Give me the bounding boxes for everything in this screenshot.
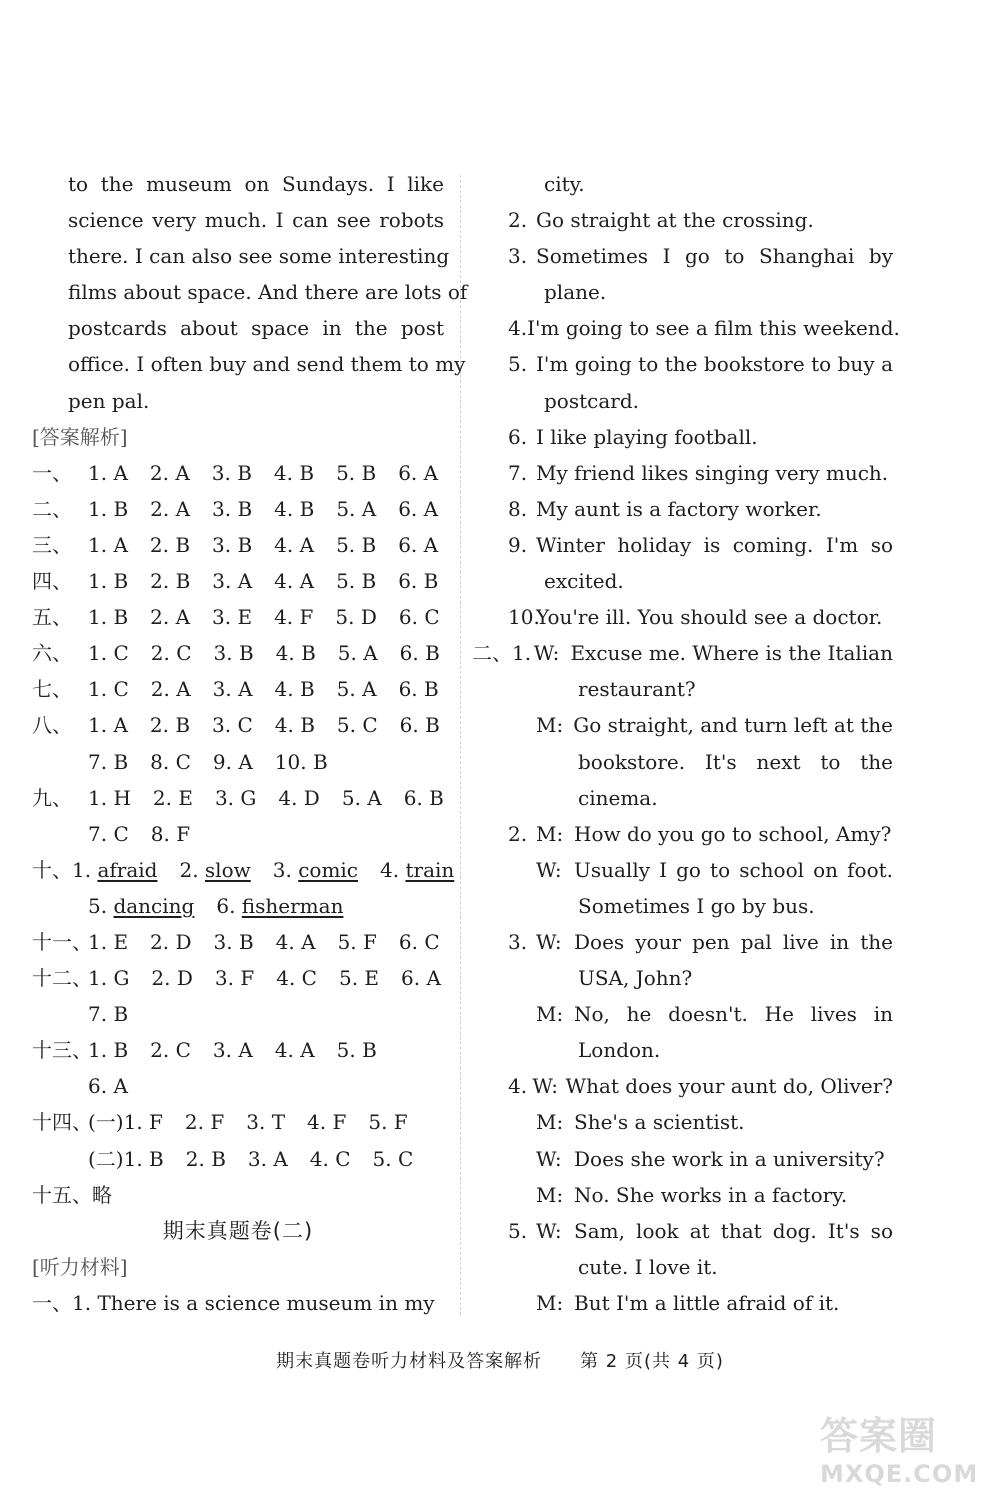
listening-line: [508, 455, 893, 491]
listening-text: My friend likes singing very much.: [536, 460, 889, 485]
answer-item: 10. B: [274, 749, 328, 774]
answer-item: 5. D: [335, 605, 377, 630]
answer-items: [88, 1032, 377, 1068]
fill-answer: [216, 888, 343, 924]
answer-row: [32, 960, 444, 996]
item-number: 3.: [508, 929, 528, 954]
dialogue-line: [472, 635, 893, 671]
answer-heading: [答案解析]: [32, 424, 128, 449]
page-footer: 期末真题卷听力材料及答案解析 第 2 页(共 4 页): [276, 1351, 724, 1372]
item-number: 4.: [508, 316, 528, 341]
speaker: M:: [536, 1110, 564, 1135]
answer-item: 2. B: [149, 713, 191, 738]
answer-item: 2. F: [184, 1110, 225, 1135]
answer-item: 1. C: [88, 641, 129, 666]
answer-items: [88, 1068, 128, 1104]
answer-item: 4. C: [276, 966, 317, 991]
answer-row: [32, 924, 444, 960]
fill-word: fisherman: [241, 893, 344, 918]
answer-row: [32, 744, 444, 780]
answer-item: 5. B: [336, 569, 377, 594]
answer-item: 1. E: [88, 929, 129, 954]
answer-item: 4. B: [274, 677, 315, 702]
dialogue-line: [508, 1068, 893, 1104]
speaker: W:: [536, 1146, 562, 1171]
dialogue-line: [508, 924, 893, 960]
section-number: 九、: [32, 785, 72, 810]
answer-item: 2. A: [149, 460, 190, 485]
answer-item: 2. B: [185, 1146, 226, 1171]
section-number: 十一、: [32, 929, 92, 954]
answer-items: [88, 491, 438, 527]
dialogue-text: restaurant?: [578, 677, 696, 702]
item-number: 8.: [508, 496, 528, 521]
answer-items: [88, 1104, 408, 1140]
section-number: 一、1.: [32, 1290, 98, 1315]
answer-item: 2. A: [150, 605, 191, 630]
answer-item: 1. C: [88, 677, 129, 702]
answer-item: 5. B: [336, 460, 377, 485]
dialogue-text: What does your aunt do, Oliver?: [565, 1074, 893, 1099]
fill-answer: [380, 852, 454, 888]
answer-items: [88, 599, 440, 635]
dialogue-text: Does your pen pal live in the: [574, 929, 893, 954]
answer-item: 2. D: [150, 929, 192, 954]
answer-item: 4. A: [275, 929, 316, 954]
fill-number: 4.: [380, 857, 406, 882]
answer-item: 2. E: [152, 785, 193, 810]
answer-item: 4. F: [274, 605, 314, 630]
answer-item: 1. A: [88, 460, 128, 485]
section-number: 一、: [32, 460, 72, 485]
fill-number: 1.: [72, 857, 98, 882]
answer-item: 8. F: [150, 821, 191, 846]
dialogue-line: [508, 1285, 893, 1321]
answer-item: 2. C: [150, 641, 192, 666]
answer-item: 6. A: [398, 460, 439, 485]
answer-item: 1. G: [88, 966, 130, 991]
listening-text: city.: [544, 172, 585, 196]
answer-item: 4. B: [273, 460, 315, 485]
passage-line: pen pal.: [68, 388, 150, 413]
listening-line: [508, 491, 893, 527]
answer-item: 4. A: [274, 532, 315, 557]
answer-item: 4. B: [274, 496, 315, 521]
answer-items: [88, 960, 441, 996]
answer-items: [88, 455, 438, 491]
answer-row: [32, 888, 444, 924]
answer-item: 4. B: [274, 713, 315, 738]
answer-item: 2. A: [150, 496, 191, 521]
answer-item: 5. B: [336, 532, 377, 557]
listening-line: [508, 563, 893, 599]
dialogue-line: [508, 1032, 893, 1068]
answer-row: [32, 1068, 444, 1104]
dialogue-text: Does she work in a university?: [574, 1146, 885, 1171]
answer-row: [32, 1032, 444, 1068]
answer-item: 4. C: [309, 1146, 351, 1171]
answer-item: 3. A: [212, 1038, 253, 1063]
answer-item: 8. C: [150, 749, 191, 774]
listening-text: Winter holiday is coming. I'm so: [536, 532, 893, 557]
answer-row: [32, 455, 444, 491]
answer-items: [88, 744, 328, 780]
answer-item: 5. A: [336, 496, 377, 521]
item-number: 4.: [508, 1074, 528, 1099]
dialogue-line: [508, 671, 893, 707]
answer-item: 3. A: [212, 677, 253, 702]
item-number: 5.: [508, 1218, 528, 1243]
item-number: 2.: [508, 208, 528, 233]
answer-row: [32, 599, 444, 635]
dialogue-text: No. She works in a factory.: [574, 1182, 848, 1207]
speaker: M:: [536, 713, 564, 738]
answer-item: 3. A: [247, 1146, 288, 1171]
dialogue-text: But I'm a little afraid of it.: [574, 1290, 840, 1315]
fill-answer: [273, 852, 358, 888]
dialogue-text: No, he doesn't. He lives in: [574, 1002, 893, 1027]
listening-line: [508, 599, 893, 635]
answer-item: 2. D: [151, 966, 193, 991]
answer-item: 5. A: [337, 641, 378, 666]
item-number: 3.: [508, 244, 528, 269]
answer-items: [88, 707, 440, 743]
dialogue-line: [508, 1249, 893, 1285]
section-number: 二、: [32, 496, 72, 521]
dialogue-text: Go straight, and turn left at the: [573, 713, 893, 738]
answer-item: 5. C: [372, 1146, 414, 1171]
answer-item: 3. E: [212, 605, 253, 630]
answer-row: [32, 707, 444, 743]
answer-items: [88, 816, 190, 852]
answer-items: [88, 888, 343, 924]
answer-item: 1. B: [88, 496, 129, 521]
passage-line: postcards about space in the post: [68, 316, 444, 341]
answer-item: 6. A: [398, 532, 439, 557]
answer-item: 2. A: [150, 677, 191, 702]
answer-item: 7. B: [88, 749, 129, 774]
dialogue-text: Sometimes I go by bus.: [578, 893, 815, 918]
answer-row: [32, 563, 444, 599]
dialogue-line: [508, 960, 893, 996]
item-number: 5.: [508, 352, 528, 377]
dialogue-text: She's a scientist.: [574, 1110, 745, 1135]
dialogue-text: cinema.: [578, 785, 658, 810]
fill-word: comic: [298, 857, 359, 882]
fill-word: slow: [204, 857, 251, 882]
listening-text: My aunt is a factory worker.: [536, 496, 822, 521]
answer-item: 2. B: [150, 569, 191, 594]
listening-line: [508, 383, 893, 419]
answer-item: 5. F: [368, 1110, 408, 1135]
answer-item: 3. G: [214, 785, 257, 810]
listening-text: I'm going to the bookstore to buy a: [536, 352, 893, 377]
dialogue-text: London.: [578, 1038, 661, 1063]
dialogue-line: [508, 1141, 893, 1177]
passage-line: science very much. I can see robots: [68, 208, 444, 233]
fill-number: 6.: [216, 893, 242, 918]
answer-item: (一)1. F: [88, 1110, 163, 1135]
answer-item: 6. B: [399, 641, 440, 666]
watermark-url: MXQE.COM: [820, 1460, 979, 1488]
dialogue-line: [508, 816, 893, 852]
dialogue-line: [508, 996, 893, 1032]
section-number: 三、: [32, 532, 72, 557]
section-number: 十四、: [32, 1110, 92, 1135]
answer-item: 6. B: [398, 569, 439, 594]
answer-item: 3. B: [212, 496, 253, 521]
section-number: 四、: [32, 569, 72, 594]
answer-item: 5. C: [336, 713, 378, 738]
answer-items: [88, 635, 440, 671]
section-number: 十三、: [32, 1038, 92, 1063]
answer-row: [32, 491, 444, 527]
answer-items: [88, 563, 438, 599]
watermark-text: 答案圈: [820, 1414, 938, 1458]
dialogue-line: [508, 852, 893, 888]
answer-item: 6. B: [398, 677, 439, 702]
fill-word: train: [405, 857, 455, 882]
answer-item: 3. C: [212, 713, 253, 738]
answer-items: [88, 780, 444, 816]
speaker: W:: [536, 1218, 562, 1243]
answer-item: 5. B: [336, 1038, 377, 1063]
speaker: M:: [536, 1182, 564, 1207]
answer-item: 3. B: [211, 460, 252, 485]
section-number: 六、: [32, 641, 72, 666]
listening-line: [508, 310, 900, 346]
listening-line: [508, 419, 893, 455]
listening-text: I'm going to see a film this weekend.: [527, 316, 900, 341]
answer-item: 3. A: [212, 569, 253, 594]
answer-item: 5. A: [336, 677, 377, 702]
item-number: 6.: [508, 424, 528, 449]
listening-line: [32, 1285, 444, 1321]
fill-answer: [72, 852, 157, 888]
dialogue-text: How do you go to school, Amy?: [574, 821, 892, 846]
item-number: 10.: [508, 605, 540, 630]
answer-item: 9. A: [212, 749, 253, 774]
answer-item: 3. F: [214, 966, 255, 991]
speaker: M:: [536, 1290, 564, 1315]
section-number: 五、: [32, 605, 72, 630]
answer-item: 3. B: [213, 641, 254, 666]
answer-item: 4. A: [274, 569, 315, 594]
answer-item: 1. B: [88, 605, 129, 630]
listening-text: plane.: [544, 280, 607, 305]
section-number: 二、1.: [472, 641, 532, 666]
answer-row: [32, 780, 444, 816]
listening-line: [508, 527, 893, 563]
passage-line: there. I can also see some interesting: [68, 244, 450, 269]
answer-item: 7. C: [88, 821, 129, 846]
fill-word: dancing: [113, 893, 195, 918]
answer-item: 1. B: [88, 1038, 129, 1063]
dialogue-text: cute. I love it.: [578, 1254, 718, 1279]
answer-item: 3. B: [212, 532, 253, 557]
listening-line: [508, 346, 893, 382]
left-column: [32, 166, 468, 1321]
answer-item: 5. F: [337, 929, 377, 954]
fill-word: afraid: [97, 857, 158, 882]
fill-number: 3.: [272, 857, 299, 882]
section-number: 八、: [32, 713, 72, 738]
listening-line: [508, 202, 893, 238]
answer-item: 6. A: [398, 496, 439, 521]
answer-items: [88, 996, 128, 1032]
answer-row: [32, 852, 455, 888]
dialogue-text: USA, John?: [578, 966, 693, 991]
answer-item: (二)1. B: [88, 1146, 164, 1171]
listening-line: [508, 166, 893, 202]
dialogue-line: [508, 780, 893, 816]
answer-item: 6. A: [88, 1074, 128, 1099]
section-fifteen: 十五、略: [32, 1182, 112, 1207]
answer-item: 4. F: [307, 1110, 347, 1135]
answer-row: [32, 1141, 444, 1177]
listening-line: [508, 238, 893, 274]
listening-text: You're ill. You should see a doctor.: [536, 605, 883, 630]
section-number: 七、: [32, 677, 72, 702]
item-number: 9.: [508, 532, 528, 557]
passage-line: to the museum on Sundays. I like: [68, 172, 444, 196]
answer-row: [32, 635, 444, 671]
answer-item: 6. B: [403, 785, 444, 810]
answer-item: 3. B: [213, 929, 254, 954]
answer-items: [88, 924, 440, 960]
answer-item: 4. A: [274, 1038, 315, 1063]
answer-item: 4. B: [275, 641, 316, 666]
item-number: 7.: [508, 460, 528, 485]
answer-item: 2. C: [150, 1038, 191, 1063]
answer-item: 5. A: [341, 785, 382, 810]
dialogue-text: Usually I go to school on foot.: [574, 857, 893, 882]
answer-row: [32, 996, 444, 1032]
dialogue-line: [508, 1104, 893, 1140]
fill-answer: [179, 852, 250, 888]
section-number: 十二、: [32, 966, 92, 991]
listening-text: excited.: [544, 569, 624, 594]
dialogue-line: [508, 707, 893, 743]
dialogue-line: [508, 1177, 893, 1213]
listening-heading: [听力材料]: [32, 1254, 128, 1279]
answer-item: 1. A: [88, 713, 128, 738]
watermark-logo: [820, 1405, 985, 1488]
listening-text: Go straight at the crossing.: [536, 208, 814, 233]
passage-line: films about space. And there are lots of: [68, 280, 468, 305]
speaker: M:: [536, 821, 564, 846]
dialogue-line: [508, 888, 893, 924]
dialogue-text: Excuse me. Where is the Italian: [570, 641, 893, 666]
answer-item: 3. T: [246, 1110, 286, 1135]
passage-line: office. I often buy and send them to my: [68, 352, 466, 377]
dialogue-line: [508, 744, 893, 780]
section-title: 期末真题卷(二): [162, 1218, 314, 1243]
answer-item: 1. B: [88, 569, 129, 594]
speaker: W:: [532, 1074, 558, 1099]
dialogue-text: Sam, look at that dog. It's so: [574, 1218, 893, 1243]
answer-item: 6. C: [398, 929, 440, 954]
speaker: W:: [533, 641, 560, 666]
fill-number: 5.: [88, 893, 114, 918]
answer-row: [32, 527, 444, 563]
dialogue-line: [508, 1213, 893, 1249]
answer-item: 2. B: [149, 532, 191, 557]
answer-row: [32, 1104, 444, 1140]
answer-row: [32, 671, 444, 707]
fill-number: 2.: [179, 857, 205, 882]
section-number: 十、: [32, 857, 72, 882]
answer-item: 6. A: [401, 966, 441, 991]
answer-item: 6. B: [399, 713, 440, 738]
dialogue-text: bookstore. It's next to the: [578, 749, 893, 774]
speaker: W:: [536, 857, 562, 882]
answer-items: [72, 852, 454, 888]
answer-row: [32, 816, 444, 852]
answer-items: [88, 527, 438, 563]
listening-text: I like playing football.: [536, 424, 758, 449]
answer-item: 6. C: [398, 605, 440, 630]
answer-item: 7. B: [88, 1002, 129, 1027]
answer-item: 5. E: [338, 966, 380, 991]
answer-item: 1. A: [88, 532, 128, 557]
item-number: 2.: [508, 821, 528, 846]
answer-item: 1. H: [88, 785, 131, 810]
listening-text: There is a science museum in my: [97, 1290, 435, 1315]
answer-items: [88, 671, 439, 707]
listening-text: postcard.: [544, 388, 639, 413]
speaker: M:: [536, 1002, 564, 1027]
listening-line: [508, 274, 893, 310]
answer-items: [88, 1141, 413, 1177]
speaker: W:: [536, 929, 562, 954]
fill-answer: [88, 888, 194, 924]
listening-text: Sometimes I go to Shanghai by: [536, 244, 893, 269]
answer-item: 4. D: [278, 785, 320, 810]
right-column: [472, 166, 900, 1321]
